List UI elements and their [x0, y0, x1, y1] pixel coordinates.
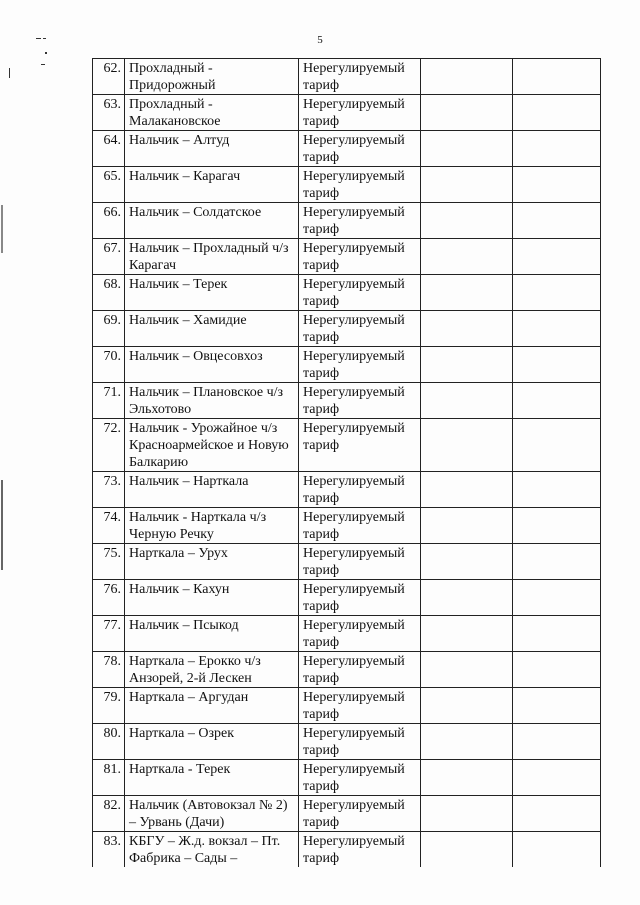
route-name: КБГУ – Ж.д. вокзал – Пт. Фабрика – Сады – [125, 832, 299, 868]
empty-cell [421, 760, 513, 796]
route-name: Нальчик - Нарткала ч/з Черную Речку [125, 508, 299, 544]
tariff-type: Нерегулируемый тариф [299, 688, 421, 724]
route-name: Нальчик – Алтуд [125, 131, 299, 167]
table-row [93, 580, 601, 616]
table-row [93, 383, 601, 419]
table-row [93, 796, 601, 832]
route-name: Нальчик – Хамидие [125, 311, 299, 347]
empty-cell [421, 203, 513, 239]
route-name: Нальчик – Кахун [125, 580, 299, 616]
table-row [93, 652, 601, 688]
empty-cell [513, 832, 601, 868]
table-row [93, 275, 601, 311]
empty-cell [421, 832, 513, 868]
tariff-type: Нерегулируемый тариф [299, 131, 421, 167]
tariff-type: Нерегулируемый тариф [299, 472, 421, 508]
table-row [93, 347, 601, 383]
empty-cell [513, 508, 601, 544]
table-row [93, 832, 601, 868]
route-name: Нальчик – Терек [125, 275, 299, 311]
empty-cell [421, 275, 513, 311]
table-row [93, 239, 601, 275]
tariff-type: Нерегулируемый тариф [299, 383, 421, 419]
row-number: 70. [93, 347, 125, 383]
tariff-type: Нерегулируемый тариф [299, 724, 421, 760]
row-number: 66. [93, 203, 125, 239]
scan-edge-shadow [1, 480, 3, 570]
row-number: 77. [93, 616, 125, 652]
empty-cell [513, 688, 601, 724]
empty-cell [513, 472, 601, 508]
empty-cell [513, 760, 601, 796]
tariff-type: Нерегулируемый тариф [299, 796, 421, 832]
table-row [93, 508, 601, 544]
empty-cell [421, 239, 513, 275]
row-number: 63. [93, 95, 125, 131]
empty-cell [421, 616, 513, 652]
empty-cell [513, 167, 601, 203]
empty-cell [513, 724, 601, 760]
empty-cell [421, 544, 513, 580]
empty-cell [421, 383, 513, 419]
route-name: Нальчик – Овцесовхоз [125, 347, 299, 383]
empty-cell [513, 59, 601, 95]
tariff-type: Нерегулируемый тариф [299, 652, 421, 688]
table-row [93, 167, 601, 203]
table-row [93, 95, 601, 131]
row-number: 76. [93, 580, 125, 616]
scan-artifact [36, 38, 41, 39]
scan-edge-shadow [1, 205, 3, 253]
row-number: 64. [93, 131, 125, 167]
tariff-type: Нерегулируемый тариф [299, 580, 421, 616]
empty-cell [421, 95, 513, 131]
empty-cell [513, 544, 601, 580]
empty-cell [513, 203, 601, 239]
route-name: Нарткала - Терек [125, 760, 299, 796]
row-number: 69. [93, 311, 125, 347]
table-row [93, 760, 601, 796]
empty-cell [421, 688, 513, 724]
route-name: Нальчик – Псыкод [125, 616, 299, 652]
page-number: 5 [317, 34, 323, 46]
table-row [93, 59, 601, 95]
table-row [93, 616, 601, 652]
table-row [93, 203, 601, 239]
empty-cell [513, 275, 601, 311]
tariff-type: Нерегулируемый тариф [299, 167, 421, 203]
routes-table [92, 58, 601, 867]
route-name: Нарткала – Урух [125, 544, 299, 580]
empty-cell [513, 311, 601, 347]
row-number: 72. [93, 419, 125, 472]
tariff-type: Нерегулируемый тариф [299, 616, 421, 652]
row-number: 80. [93, 724, 125, 760]
empty-cell [513, 796, 601, 832]
row-number: 75. [93, 544, 125, 580]
empty-cell [421, 311, 513, 347]
tariff-type: Нерегулируемый тариф [299, 347, 421, 383]
route-name: Нальчик – Нарткала [125, 472, 299, 508]
empty-cell [513, 347, 601, 383]
empty-cell [421, 59, 513, 95]
empty-cell [513, 239, 601, 275]
route-name: Прохладный - Придорожный [125, 59, 299, 95]
empty-cell [421, 347, 513, 383]
route-name: Нарткала – Ерокко ч/з Анзорей, 2-й Лескен [125, 652, 299, 688]
row-number: 68. [93, 275, 125, 311]
table-row [93, 131, 601, 167]
empty-cell [513, 131, 601, 167]
table-row [93, 472, 601, 508]
tariff-type: Нерегулируемый тариф [299, 544, 421, 580]
row-number: 82. [93, 796, 125, 832]
empty-cell [421, 167, 513, 203]
route-name: Прохладный - Малакановское [125, 95, 299, 131]
row-number: 65. [93, 167, 125, 203]
empty-cell [513, 383, 601, 419]
tariff-type: Нерегулируемый тариф [299, 760, 421, 796]
empty-cell [421, 419, 513, 472]
empty-cell [513, 95, 601, 131]
route-name: Нальчик (Автовокзал № 2) – Урвань (Дачи) [125, 796, 299, 832]
tariff-type: Нерегулируемый тариф [299, 311, 421, 347]
route-name: Нарткала – Озрек [125, 724, 299, 760]
tariff-type: Нерегулируемый тариф [299, 419, 421, 472]
route-name: Нальчик – Карагач [125, 167, 299, 203]
scan-artifact [45, 52, 47, 54]
table-row [93, 724, 601, 760]
row-number: 81. [93, 760, 125, 796]
row-number: 71. [93, 383, 125, 419]
row-number: 78. [93, 652, 125, 688]
scan-artifact [43, 38, 46, 39]
route-name: Нарткала – Аргудан [125, 688, 299, 724]
empty-cell [513, 580, 601, 616]
empty-cell [513, 419, 601, 472]
empty-cell [421, 472, 513, 508]
tariff-type: Нерегулируемый тариф [299, 508, 421, 544]
row-number: 83. [93, 832, 125, 868]
tariff-type: Нерегулируемый тариф [299, 59, 421, 95]
table-row [93, 311, 601, 347]
row-number: 74. [93, 508, 125, 544]
route-name: Нальчик – Солдатское [125, 203, 299, 239]
empty-cell [421, 508, 513, 544]
empty-cell [421, 796, 513, 832]
row-number: 62. [93, 59, 125, 95]
tariff-type: Нерегулируемый тариф [299, 832, 421, 868]
empty-cell [513, 616, 601, 652]
route-name: Нальчик - Урожайное ч/з Красноармейское и Новую Балкарию [125, 419, 299, 472]
row-number: 73. [93, 472, 125, 508]
empty-cell [421, 724, 513, 760]
table-row [93, 419, 601, 472]
scan-artifact [9, 68, 10, 78]
row-number: 79. [93, 688, 125, 724]
tariff-type: Нерегулируемый тариф [299, 203, 421, 239]
scan-artifact [41, 64, 45, 65]
empty-cell [421, 580, 513, 616]
empty-cell [513, 652, 601, 688]
tariff-type: Нерегулируемый тариф [299, 95, 421, 131]
table-row [93, 688, 601, 724]
empty-cell [421, 131, 513, 167]
row-number: 67. [93, 239, 125, 275]
route-name: Нальчик – Прохладный ч/з Карагач [125, 239, 299, 275]
table-row [93, 544, 601, 580]
tariff-type: Нерегулируемый тариф [299, 239, 421, 275]
empty-cell [421, 652, 513, 688]
tariff-type: Нерегулируемый тариф [299, 275, 421, 311]
route-name: Нальчик – Плановское ч/з Эльхотово [125, 383, 299, 419]
